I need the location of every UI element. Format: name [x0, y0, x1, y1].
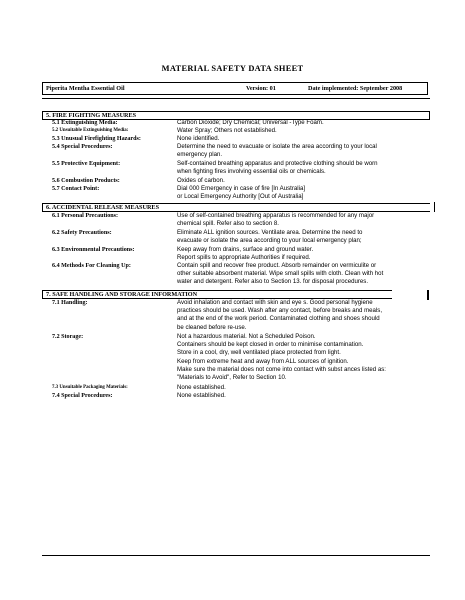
- value-5-4: Determine the need to evacuate or isolate the area according to your local emergency plan.: [177, 143, 377, 159]
- value-6-3: Keep away from drains, surface and ground water. Report spills to appropriate Authorities if required.: [177, 246, 314, 262]
- label-7-4: 7.4 Special Procedures:: [52, 393, 113, 399]
- product-name: Piperita Mentha Essential Oil: [46, 85, 125, 92]
- label-5-6: 5.6 Combustion Products:: [52, 178, 120, 184]
- value-5-7: Dial 000 Emergency in case of fire [In Australia] or Local Emergency Authority [Out of Australia]: [177, 185, 306, 201]
- document-title: MATERIAL SAFETY DATA SHEET: [161, 64, 304, 73]
- section-6-heading: 6. ACCIDENTAL RELEASE MEASURES: [46, 204, 160, 211]
- product-info-bar: [42, 82, 428, 95]
- value-7-2: Not a hazardous material. Not a Scheduled Poison. Containers should be kept closed in order to minimise contamination. Store in a cool, dry, well ventilated place protected from light. Keep from extreme heat and away from ALL sources of ignition. Make sure the material does not come into contact with subst ances listed as: "Materials to Avoid", Refer to Section 10.: [177, 333, 386, 382]
- label-6-3: 6.3 Environmental Precautions:: [52, 247, 135, 253]
- version-label: Version: 01: [246, 85, 276, 92]
- label-5-7: 5.7 Contact Point:: [52, 186, 100, 192]
- footer-divider: [42, 555, 430, 556]
- change-marker: [434, 202, 436, 212]
- divider: [42, 98, 430, 99]
- label-7-2: 7.2 Storage:: [52, 334, 84, 340]
- section-5-heading: 5. FIRE FIGHTING MEASURES: [46, 112, 137, 119]
- label-5-3: 5.3 Unusual Firefighting Hazards:: [52, 136, 141, 142]
- value-5-3: None identified.: [177, 135, 220, 142]
- section-7-header: [42, 290, 392, 299]
- label-5-1: 5.1 Extinguishing Media:: [52, 120, 118, 126]
- value-5-5: Self-contained breathing apparatus and protective clothing should be worn when fighting fires involving essential oils or chemicals.: [177, 160, 378, 176]
- value-6-1: Use of self-contained breathing apparatus is recommended for any major chemical spill. Refer also to section 8.: [177, 212, 375, 228]
- label-5-5: 5.5 Protective Equipment:: [52, 161, 121, 167]
- date-implemented: Date implemented: September 2008: [308, 85, 403, 92]
- label-7-3: 7.3 Unsuitable Packaging Materials:: [52, 385, 128, 390]
- label-6-4: 6.4 Methods For Cleaning Up:: [52, 263, 131, 269]
- label-5-4: 5.4 Special Procedures:: [52, 144, 113, 150]
- value-6-2: Eliminate ALL ignition sources. Ventilate area. Determine the need to evacuate or isolate the area according to your local emergency plan;: [177, 229, 363, 245]
- value-7-1: Avoid inhalation and contact with skin and eye s. Good personal hygiene practices should be used. Wash after any contact, before breaks and meals, and at the end of the work period. Contaminated clothing and shoes should be cleaned before re-use.: [177, 299, 383, 331]
- value-5-6: Oxides of carbon.: [177, 177, 225, 184]
- section-7-heading: 7. SAFE HANDLING AND STORAGE INFORMATION: [46, 291, 198, 298]
- value-5-2: Water Spray; Others not established.: [177, 127, 277, 134]
- label-6-1: 6.1 Personal Precautions:: [52, 213, 119, 219]
- section-6-header: [42, 203, 430, 212]
- value-7-4: None established.: [177, 392, 226, 399]
- value-6-4: Contain spill and recover free product. Absorb remainder on vermiculite or other suitable absorbent material. Wipe small spills with cloth. Clean with hot water and detergent. Refer also to Section 13. for disposal procedures.: [177, 262, 384, 286]
- label-5-2: 5.2 Unsuitable Extinguishing Media:: [52, 128, 129, 133]
- label-6-2: 6.2 Safety Precautions:: [52, 230, 112, 236]
- change-marker: [427, 290, 429, 300]
- value-7-3: None established.: [177, 384, 226, 391]
- value-5-1: Carbon Dioxide; Dry Chemical; Universal -Type Foam.: [177, 119, 324, 126]
- label-7-1: 7.1 Handling:: [52, 300, 88, 306]
